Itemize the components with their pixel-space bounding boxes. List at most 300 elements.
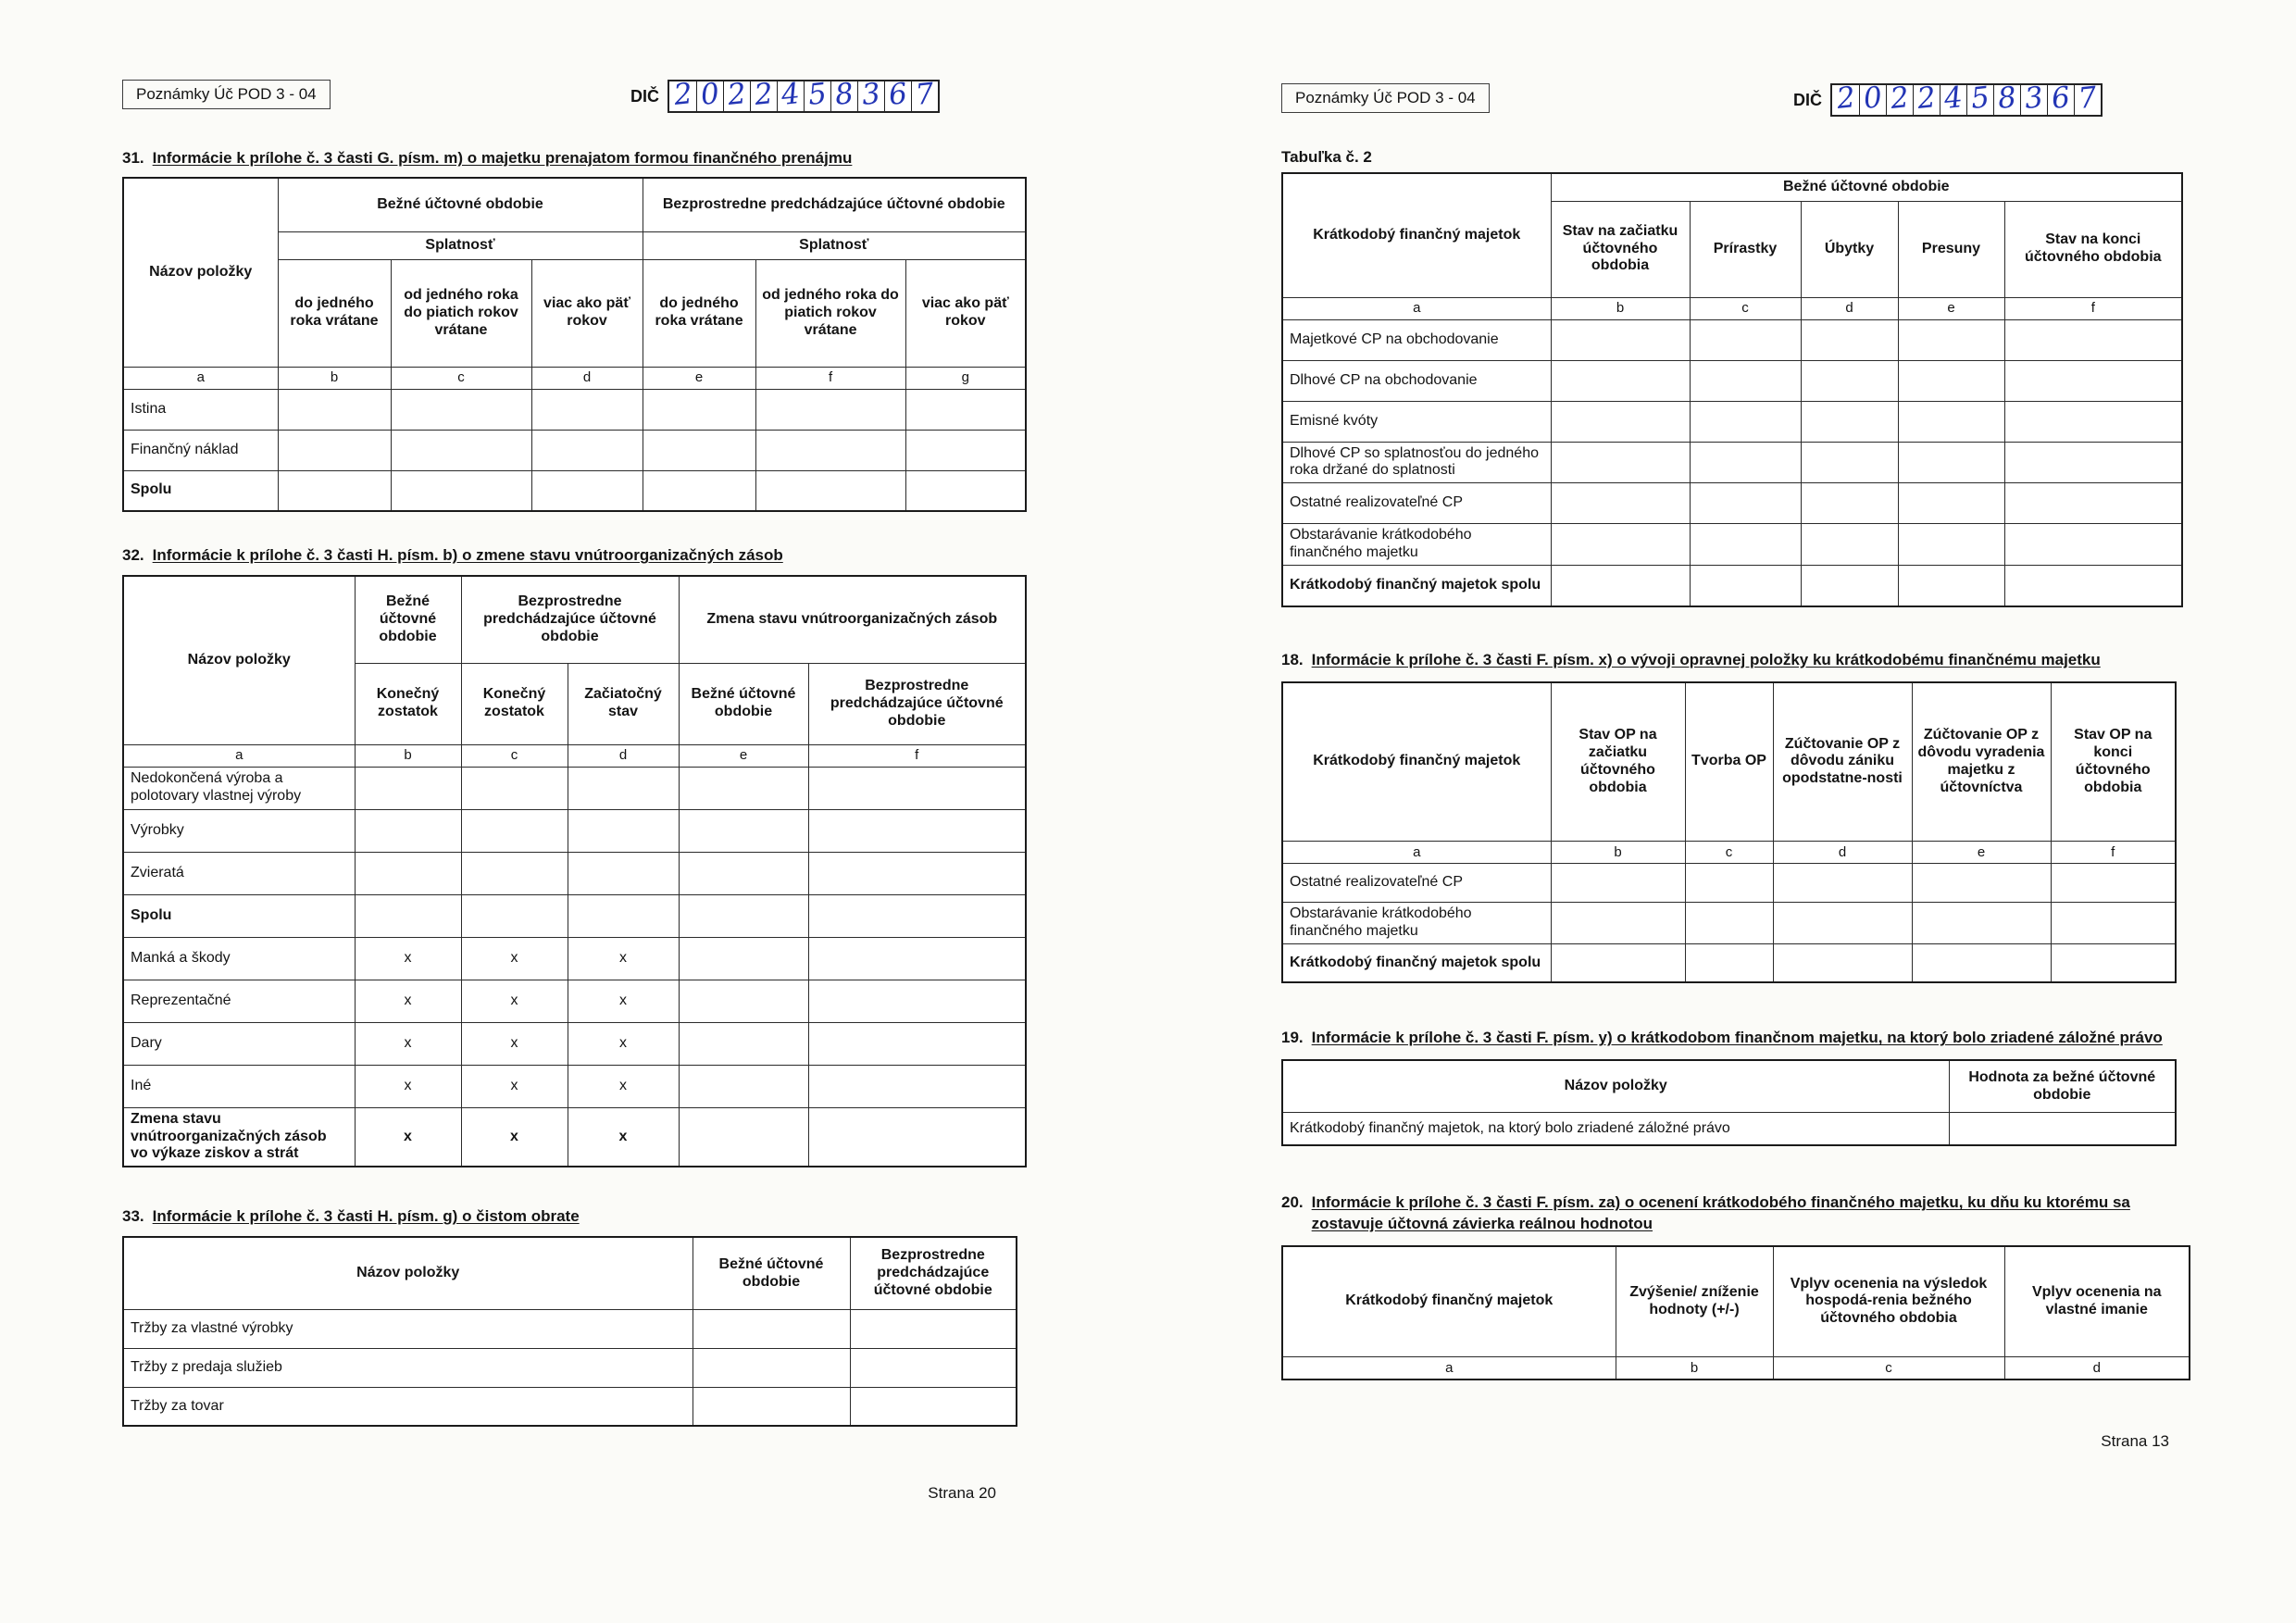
column-letter: c bbox=[1685, 842, 1773, 864]
value-cell bbox=[755, 389, 905, 430]
value-cell bbox=[1801, 319, 1898, 360]
row-label: Tržby za vlastné výrobky bbox=[123, 1309, 693, 1348]
dic-digit-box bbox=[723, 77, 750, 112]
column-header: Bezprostredne predchádzajúce účtovné obdobie bbox=[850, 1237, 1017, 1309]
value-cell bbox=[808, 1107, 1026, 1167]
value-cell bbox=[850, 1387, 1017, 1426]
column-header: Konečný zostatok bbox=[461, 663, 568, 744]
value-cell bbox=[2051, 864, 2176, 903]
value-cell bbox=[679, 1107, 808, 1167]
dic-digit-box bbox=[696, 77, 723, 112]
value-cell bbox=[679, 767, 808, 809]
dic-digit-box bbox=[1966, 81, 1993, 116]
value-cell bbox=[461, 894, 568, 937]
dic-digit-box bbox=[857, 77, 884, 112]
value-cell bbox=[2004, 360, 2182, 401]
value-cell bbox=[1801, 483, 1898, 524]
value-cell bbox=[1690, 524, 1801, 566]
value-cell bbox=[808, 894, 1026, 937]
row-label: Krátkodobý finančný majetok spolu bbox=[1282, 943, 1551, 982]
handwritten-digit: 6 bbox=[887, 77, 909, 112]
value-cell: x bbox=[355, 1065, 461, 1107]
row-label: Obstarávanie krátkodobého finančného majetku bbox=[1282, 524, 1551, 566]
column-letter: c bbox=[1690, 297, 1801, 319]
row-label: Finančný náklad bbox=[123, 430, 278, 470]
dic-digit-box bbox=[669, 77, 696, 112]
value-cell: x bbox=[355, 937, 461, 980]
column-header: Vplyv ocenenia na výsledok hospodá-renia bežného účtovného obdobia bbox=[1773, 1246, 2004, 1357]
value-cell bbox=[1773, 864, 1912, 903]
column-header: viac ako päť rokov bbox=[531, 259, 643, 367]
section-number: 20. bbox=[1281, 1193, 1304, 1212]
section-33-title bbox=[122, 1206, 1028, 1227]
section-number: 32. bbox=[122, 546, 144, 565]
value-cell bbox=[850, 1348, 1017, 1387]
handwritten-digit: 4 bbox=[1942, 81, 1965, 116]
handwritten-digit: 8 bbox=[833, 77, 855, 112]
value-cell bbox=[679, 852, 808, 894]
row-label: Spolu bbox=[123, 894, 355, 937]
dic-digit-box bbox=[777, 77, 804, 112]
value-cell bbox=[1551, 903, 1685, 944]
table-row bbox=[123, 430, 1026, 470]
value-cell bbox=[1551, 864, 1685, 903]
handwritten-digit: 0 bbox=[1862, 81, 1884, 116]
column-letter: c bbox=[461, 744, 568, 767]
table-row bbox=[123, 1065, 1026, 1107]
value-cell bbox=[1551, 483, 1690, 524]
value-cell bbox=[1551, 524, 1690, 566]
value-cell bbox=[278, 389, 391, 430]
table-row bbox=[123, 1309, 1017, 1348]
row-label: Krátkodobý finančný majetok spolu bbox=[1282, 566, 1551, 606]
header-row bbox=[1282, 682, 2176, 842]
row-label: Krátkodobý finančný majetok, na ktorý bolo zriadené záložné právo bbox=[1282, 1112, 1949, 1145]
column-letter: d bbox=[1773, 842, 1912, 864]
value-cell bbox=[278, 430, 391, 470]
section-18-title bbox=[1281, 650, 2184, 670]
table-row bbox=[1282, 483, 2182, 524]
value-cell: x bbox=[461, 1022, 568, 1065]
value-cell bbox=[679, 809, 808, 852]
value-cell bbox=[2051, 943, 2176, 982]
dic-digit-box bbox=[1832, 81, 1859, 116]
value-cell bbox=[693, 1348, 850, 1387]
dic-digit-box bbox=[830, 77, 857, 112]
table-row bbox=[1282, 864, 2176, 903]
handwritten-digit: 8 bbox=[1996, 81, 2018, 116]
dic-digit-box bbox=[1859, 81, 1886, 116]
value-cell bbox=[2004, 483, 2182, 524]
value-cell bbox=[643, 389, 755, 430]
column-letter: d bbox=[568, 744, 679, 767]
page-number: Strana 20 bbox=[928, 1484, 996, 1503]
handwritten-digit: 5 bbox=[1969, 81, 1991, 116]
value-cell bbox=[905, 470, 1026, 511]
column-header: Zvýšenie/ zníženie hodnoty (+/-) bbox=[1616, 1246, 1773, 1357]
value-cell bbox=[1898, 566, 2004, 606]
table-row bbox=[123, 852, 1026, 894]
letter-row bbox=[123, 367, 1026, 389]
value-cell bbox=[905, 430, 1026, 470]
value-cell bbox=[679, 1022, 808, 1065]
value-cell bbox=[461, 852, 568, 894]
row-label: Emisné kvóty bbox=[1282, 401, 1551, 442]
dic-digit-box bbox=[1886, 81, 1913, 116]
dic-digit-boxes bbox=[668, 77, 940, 113]
section-title-text: Informácie k prílohe č. 3 časti H. písm. g) o čistom obrate bbox=[152, 1207, 580, 1226]
table-row bbox=[123, 980, 1026, 1022]
row-label: Dlhové CP na obchodovanie bbox=[1282, 360, 1551, 401]
value-cell bbox=[2004, 524, 2182, 566]
column-header: Krátkodobý finančný majetok bbox=[1282, 1246, 1616, 1357]
dic-group bbox=[630, 77, 940, 113]
column-header: Zúčtovanie OP z dôvodu vyradenia majetku z účtovníctva bbox=[1912, 682, 2051, 842]
header-row bbox=[1282, 173, 2182, 201]
value-cell bbox=[679, 937, 808, 980]
column-header: od jedného roka do piatich rokov vrátane bbox=[755, 259, 905, 367]
value-cell bbox=[1898, 483, 2004, 524]
value-cell bbox=[1551, 943, 1685, 982]
header-row bbox=[123, 178, 1026, 231]
header-row bbox=[123, 576, 1026, 663]
handwritten-digit: 2 bbox=[1915, 81, 1938, 116]
handwritten-digit: 6 bbox=[2050, 81, 2072, 116]
section-31-title bbox=[122, 148, 1028, 169]
column-letter: e bbox=[679, 744, 808, 767]
value-cell bbox=[1898, 401, 2004, 442]
header-row bbox=[1282, 1246, 2190, 1357]
value-cell bbox=[643, 470, 755, 511]
table-row bbox=[1282, 566, 2182, 606]
section-number: 19. bbox=[1281, 1029, 1304, 1047]
table-row bbox=[123, 809, 1026, 852]
column-header: Konečný zostatok bbox=[355, 663, 461, 744]
row-label: Nedokončená výroba a polotovary vlastnej výroby bbox=[123, 767, 355, 809]
value-cell: x bbox=[355, 980, 461, 1022]
value-cell bbox=[1690, 360, 1801, 401]
table-row bbox=[1282, 524, 2182, 566]
value-cell bbox=[2004, 401, 2182, 442]
column-letter: b bbox=[1616, 1357, 1773, 1380]
column-header: Stav na začiatku účtovného obdobia bbox=[1551, 201, 1690, 297]
column-letter: b bbox=[278, 367, 391, 389]
value-cell: x bbox=[461, 1107, 568, 1167]
column-letter: a bbox=[123, 744, 355, 767]
value-cell bbox=[679, 980, 808, 1022]
dic-digit-box bbox=[884, 77, 911, 112]
row-label: Dlhové CP so splatnosťou do jedného roka držané do splatnosti bbox=[1282, 442, 1551, 483]
value-cell: x bbox=[355, 1107, 461, 1167]
column-header: Úbytky bbox=[1801, 201, 1898, 297]
column-letter: e bbox=[643, 367, 755, 389]
column-letter: a bbox=[123, 367, 278, 389]
column-header: Splatnosť bbox=[643, 231, 1026, 259]
handwritten-digit: 7 bbox=[914, 77, 936, 112]
table-row bbox=[123, 1107, 1026, 1167]
value-cell bbox=[905, 389, 1026, 430]
value-cell bbox=[355, 852, 461, 894]
value-cell bbox=[643, 430, 755, 470]
value-cell bbox=[1801, 442, 1898, 483]
row-label: Tržby za tovar bbox=[123, 1387, 693, 1426]
handwritten-digit: 2 bbox=[1889, 81, 1911, 116]
column-letter: c bbox=[1773, 1357, 2004, 1380]
value-cell bbox=[1801, 524, 1898, 566]
value-cell bbox=[2004, 566, 2182, 606]
table-row bbox=[1282, 903, 2176, 944]
column-letter: b bbox=[1551, 297, 1690, 319]
row-label: Istina bbox=[123, 389, 278, 430]
value-cell bbox=[1690, 483, 1801, 524]
column-header: viac ako päť rokov bbox=[905, 259, 1026, 367]
handwritten-digit: 2 bbox=[726, 77, 748, 112]
table-19-pledged-assets bbox=[1281, 1059, 2177, 1146]
row-label: Tržby z predaja služieb bbox=[123, 1348, 693, 1387]
value-cell: x bbox=[568, 1107, 679, 1167]
header-row bbox=[1282, 1060, 2176, 1112]
value-cell bbox=[1690, 442, 1801, 483]
value-cell bbox=[1949, 1112, 2176, 1145]
table-20-fair-value bbox=[1281, 1245, 2190, 1380]
dic-label: DIČ bbox=[630, 86, 659, 106]
column-header: Názov položky bbox=[123, 178, 278, 367]
column-header: Bežné účtovné obdobie bbox=[278, 178, 643, 231]
value-cell bbox=[1551, 360, 1690, 401]
value-cell bbox=[355, 894, 461, 937]
dic-digit-box bbox=[2020, 81, 2047, 116]
value-cell bbox=[1551, 566, 1690, 606]
form-id-box: Poznámky Úč POD 3 - 04 bbox=[122, 80, 331, 109]
column-header: Presuny bbox=[1898, 201, 2004, 297]
section-title-text: Informácie k prílohe č. 3 časti F. písm. y) o krátkodobom finančnom majetku, na ktorý bolo zriadené záložné právo bbox=[1311, 1029, 2163, 1047]
value-cell bbox=[1801, 360, 1898, 401]
table-18-value-adjustment bbox=[1281, 681, 2177, 984]
value-cell bbox=[355, 767, 461, 809]
value-cell bbox=[850, 1309, 1017, 1348]
row-label: Majetkové CP na obchodovanie bbox=[1282, 319, 1551, 360]
value-cell bbox=[461, 809, 568, 852]
value-cell bbox=[1898, 360, 2004, 401]
letter-row bbox=[123, 744, 1026, 767]
column-letter: e bbox=[1912, 842, 2051, 864]
value-cell bbox=[693, 1309, 850, 1348]
value-cell bbox=[2051, 903, 2176, 944]
row-label: Ostatné realizovateľné CP bbox=[1282, 864, 1551, 903]
value-cell bbox=[755, 470, 905, 511]
column-header: Tvorba OP bbox=[1685, 682, 1773, 842]
value-cell bbox=[1551, 442, 1690, 483]
column-header: Názov položky bbox=[123, 1237, 693, 1309]
value-cell bbox=[1685, 903, 1773, 944]
value-cell bbox=[568, 809, 679, 852]
dic-digit-box bbox=[1940, 81, 1966, 116]
value-cell bbox=[1690, 401, 1801, 442]
value-cell bbox=[568, 852, 679, 894]
table-2-short-term-financial-assets bbox=[1281, 172, 2183, 607]
value-cell: x bbox=[355, 1022, 461, 1065]
handwritten-digit: 3 bbox=[860, 77, 882, 112]
column-header: do jedného roka vrátane bbox=[643, 259, 755, 367]
right-page-header bbox=[1281, 83, 2184, 117]
value-cell bbox=[808, 1065, 1026, 1107]
value-cell: x bbox=[568, 1022, 679, 1065]
section-title-text: Informácie k prílohe č. 3 časti F. písm. x) o vývoji opravnej položky ku krátkodobému finančnému majetku bbox=[1311, 650, 2101, 668]
section-number: 18. bbox=[1281, 650, 1304, 668]
column-header: Bežné účtovné obdobie bbox=[1551, 173, 2182, 201]
table-32-inventory-change bbox=[122, 575, 1027, 1167]
value-cell bbox=[391, 389, 531, 430]
column-header: do jedného roka vrátane bbox=[278, 259, 391, 367]
value-cell bbox=[1912, 864, 2051, 903]
section-number: 33. bbox=[122, 1207, 144, 1226]
handwritten-digit: 0 bbox=[699, 77, 721, 112]
value-cell bbox=[1690, 566, 1801, 606]
row-label: Reprezentačné bbox=[123, 980, 355, 1022]
value-cell bbox=[1898, 524, 2004, 566]
column-letter: d bbox=[2004, 1357, 2190, 1380]
dic-digit-box bbox=[804, 77, 830, 112]
dic-digit-box bbox=[1993, 81, 2020, 116]
value-cell bbox=[679, 894, 808, 937]
column-header: Bežné účtovné obdobie bbox=[693, 1237, 850, 1309]
column-letter: f bbox=[755, 367, 905, 389]
column-letter: a bbox=[1282, 1357, 1616, 1380]
value-cell bbox=[679, 1065, 808, 1107]
row-label: Dary bbox=[123, 1022, 355, 1065]
value-cell bbox=[1801, 566, 1898, 606]
value-cell bbox=[808, 1022, 1026, 1065]
column-header: od jedného roka do piatich rokov vrátane bbox=[391, 259, 531, 367]
dic-digit-box bbox=[2047, 81, 2074, 116]
value-cell bbox=[2004, 319, 2182, 360]
column-letter: b bbox=[1551, 842, 1685, 864]
column-header: Názov položky bbox=[123, 576, 355, 744]
column-header: Hodnota za bežné účtovné obdobie bbox=[1949, 1060, 2176, 1112]
column-header: Krátkodobý finančný majetok bbox=[1282, 682, 1551, 842]
value-cell bbox=[2004, 442, 2182, 483]
table-31-finance-lease bbox=[122, 177, 1027, 512]
table-row bbox=[1282, 401, 2182, 442]
section-title-text: Informácie k prílohe č. 3 časti F. písm. za) o ocenení krátkodobého finančného majetku, ku dňu ku ktorému sa zostavuje účtovná závierka reálnou hodnotou bbox=[1311, 1193, 2130, 1232]
right-page bbox=[1281, 83, 2184, 1451]
left-page bbox=[122, 77, 1028, 1503]
left-page-header bbox=[122, 77, 1028, 113]
section-20-title bbox=[1281, 1192, 2184, 1233]
dic-digit-box bbox=[1913, 81, 1940, 116]
handwritten-digit: 2 bbox=[753, 77, 775, 112]
row-label: Iné bbox=[123, 1065, 355, 1107]
value-cell bbox=[1898, 319, 2004, 360]
row-label: Manká a škody bbox=[123, 937, 355, 980]
value-cell bbox=[461, 767, 568, 809]
value-cell: x bbox=[461, 1065, 568, 1107]
letter-row bbox=[1282, 842, 2176, 864]
form-id-box: Poznámky Úč POD 3 - 04 bbox=[1281, 83, 1490, 113]
column-header: Začiatočný stav bbox=[568, 663, 679, 744]
value-cell bbox=[531, 389, 643, 430]
column-header: Splatnosť bbox=[278, 231, 643, 259]
section-title-text: Informácie k prílohe č. 3 časti H. písm. b) o zmene stavu vnútroorganizačných zásob bbox=[152, 546, 783, 565]
column-letter: f bbox=[2051, 842, 2176, 864]
table-33-net-turnover bbox=[122, 1236, 1017, 1427]
column-header: Stav na konci účtovného obdobia bbox=[2004, 201, 2182, 297]
dic-group bbox=[1793, 83, 2103, 117]
table-row bbox=[123, 937, 1026, 980]
value-cell: x bbox=[568, 1065, 679, 1107]
value-cell bbox=[1773, 903, 1912, 944]
value-cell bbox=[693, 1387, 850, 1426]
value-cell bbox=[808, 852, 1026, 894]
row-label: Ostatné realizovateľné CP bbox=[1282, 483, 1551, 524]
table-row bbox=[123, 389, 1026, 430]
table-row bbox=[123, 470, 1026, 511]
row-label: Spolu bbox=[123, 470, 278, 511]
value-cell bbox=[1685, 943, 1773, 982]
column-header: Zmena stavu vnútroorganizačných zásob bbox=[679, 576, 1026, 663]
column-header: Názov položky bbox=[1282, 1060, 1949, 1112]
tabulka-2-title: Tabuľka č. 2 bbox=[1281, 148, 1372, 166]
column-letter: e bbox=[1898, 297, 2004, 319]
table-row bbox=[123, 1022, 1026, 1065]
dic-label: DIČ bbox=[1793, 90, 1822, 109]
handwritten-digit: 2 bbox=[671, 77, 694, 112]
column-letter: g bbox=[905, 367, 1026, 389]
value-cell bbox=[1685, 864, 1773, 903]
dic-digit-box bbox=[750, 77, 777, 112]
value-cell: x bbox=[568, 937, 679, 980]
value-cell bbox=[1912, 903, 2051, 944]
value-cell bbox=[1551, 401, 1690, 442]
letter-row bbox=[1282, 297, 2182, 319]
section-19-title bbox=[1281, 1028, 2184, 1048]
value-cell bbox=[278, 470, 391, 511]
section-title-text: Informácie k prílohe č. 3 časti G. písm. m) o majetku prenajatom formou finančného prenájmu bbox=[152, 149, 853, 167]
dic-digit-box bbox=[2074, 81, 2101, 116]
value-cell bbox=[808, 767, 1026, 809]
row-label: Zvieratá bbox=[123, 852, 355, 894]
value-cell bbox=[1898, 442, 2004, 483]
value-cell bbox=[391, 430, 531, 470]
table-row bbox=[1282, 360, 2182, 401]
handwritten-digit: 3 bbox=[2023, 81, 2045, 116]
value-cell bbox=[808, 809, 1026, 852]
table-row bbox=[1282, 319, 2182, 360]
header-row bbox=[123, 1237, 1017, 1309]
value-cell: x bbox=[461, 980, 568, 1022]
dic-digit-box bbox=[911, 77, 938, 112]
row-label: Zmena stavu vnútroorganizačných zásob vo výkaze ziskov a strát bbox=[123, 1107, 355, 1167]
column-letter: a bbox=[1282, 842, 1551, 864]
column-header: Zúčtovanie OP z dôvodu zániku opodstatne-nosti bbox=[1773, 682, 1912, 842]
handwritten-digit: 4 bbox=[780, 77, 802, 112]
value-cell bbox=[355, 809, 461, 852]
value-cell bbox=[1912, 943, 2051, 982]
handwritten-digit: 7 bbox=[2077, 81, 2099, 116]
table-row bbox=[123, 1387, 1017, 1426]
value-cell bbox=[1801, 401, 1898, 442]
column-header: Bezprostredne predchádzajúce účtovné obdobie bbox=[643, 178, 1026, 231]
table-row bbox=[1282, 943, 2176, 982]
value-cell bbox=[808, 937, 1026, 980]
table-row bbox=[1282, 1112, 2176, 1145]
row-label: Výrobky bbox=[123, 809, 355, 852]
value-cell bbox=[1551, 319, 1690, 360]
column-letter: b bbox=[355, 744, 461, 767]
column-header: Stav OP na začiatku účtovného obdobia bbox=[1551, 682, 1685, 842]
value-cell bbox=[391, 470, 531, 511]
handwritten-digit: 5 bbox=[806, 77, 829, 112]
